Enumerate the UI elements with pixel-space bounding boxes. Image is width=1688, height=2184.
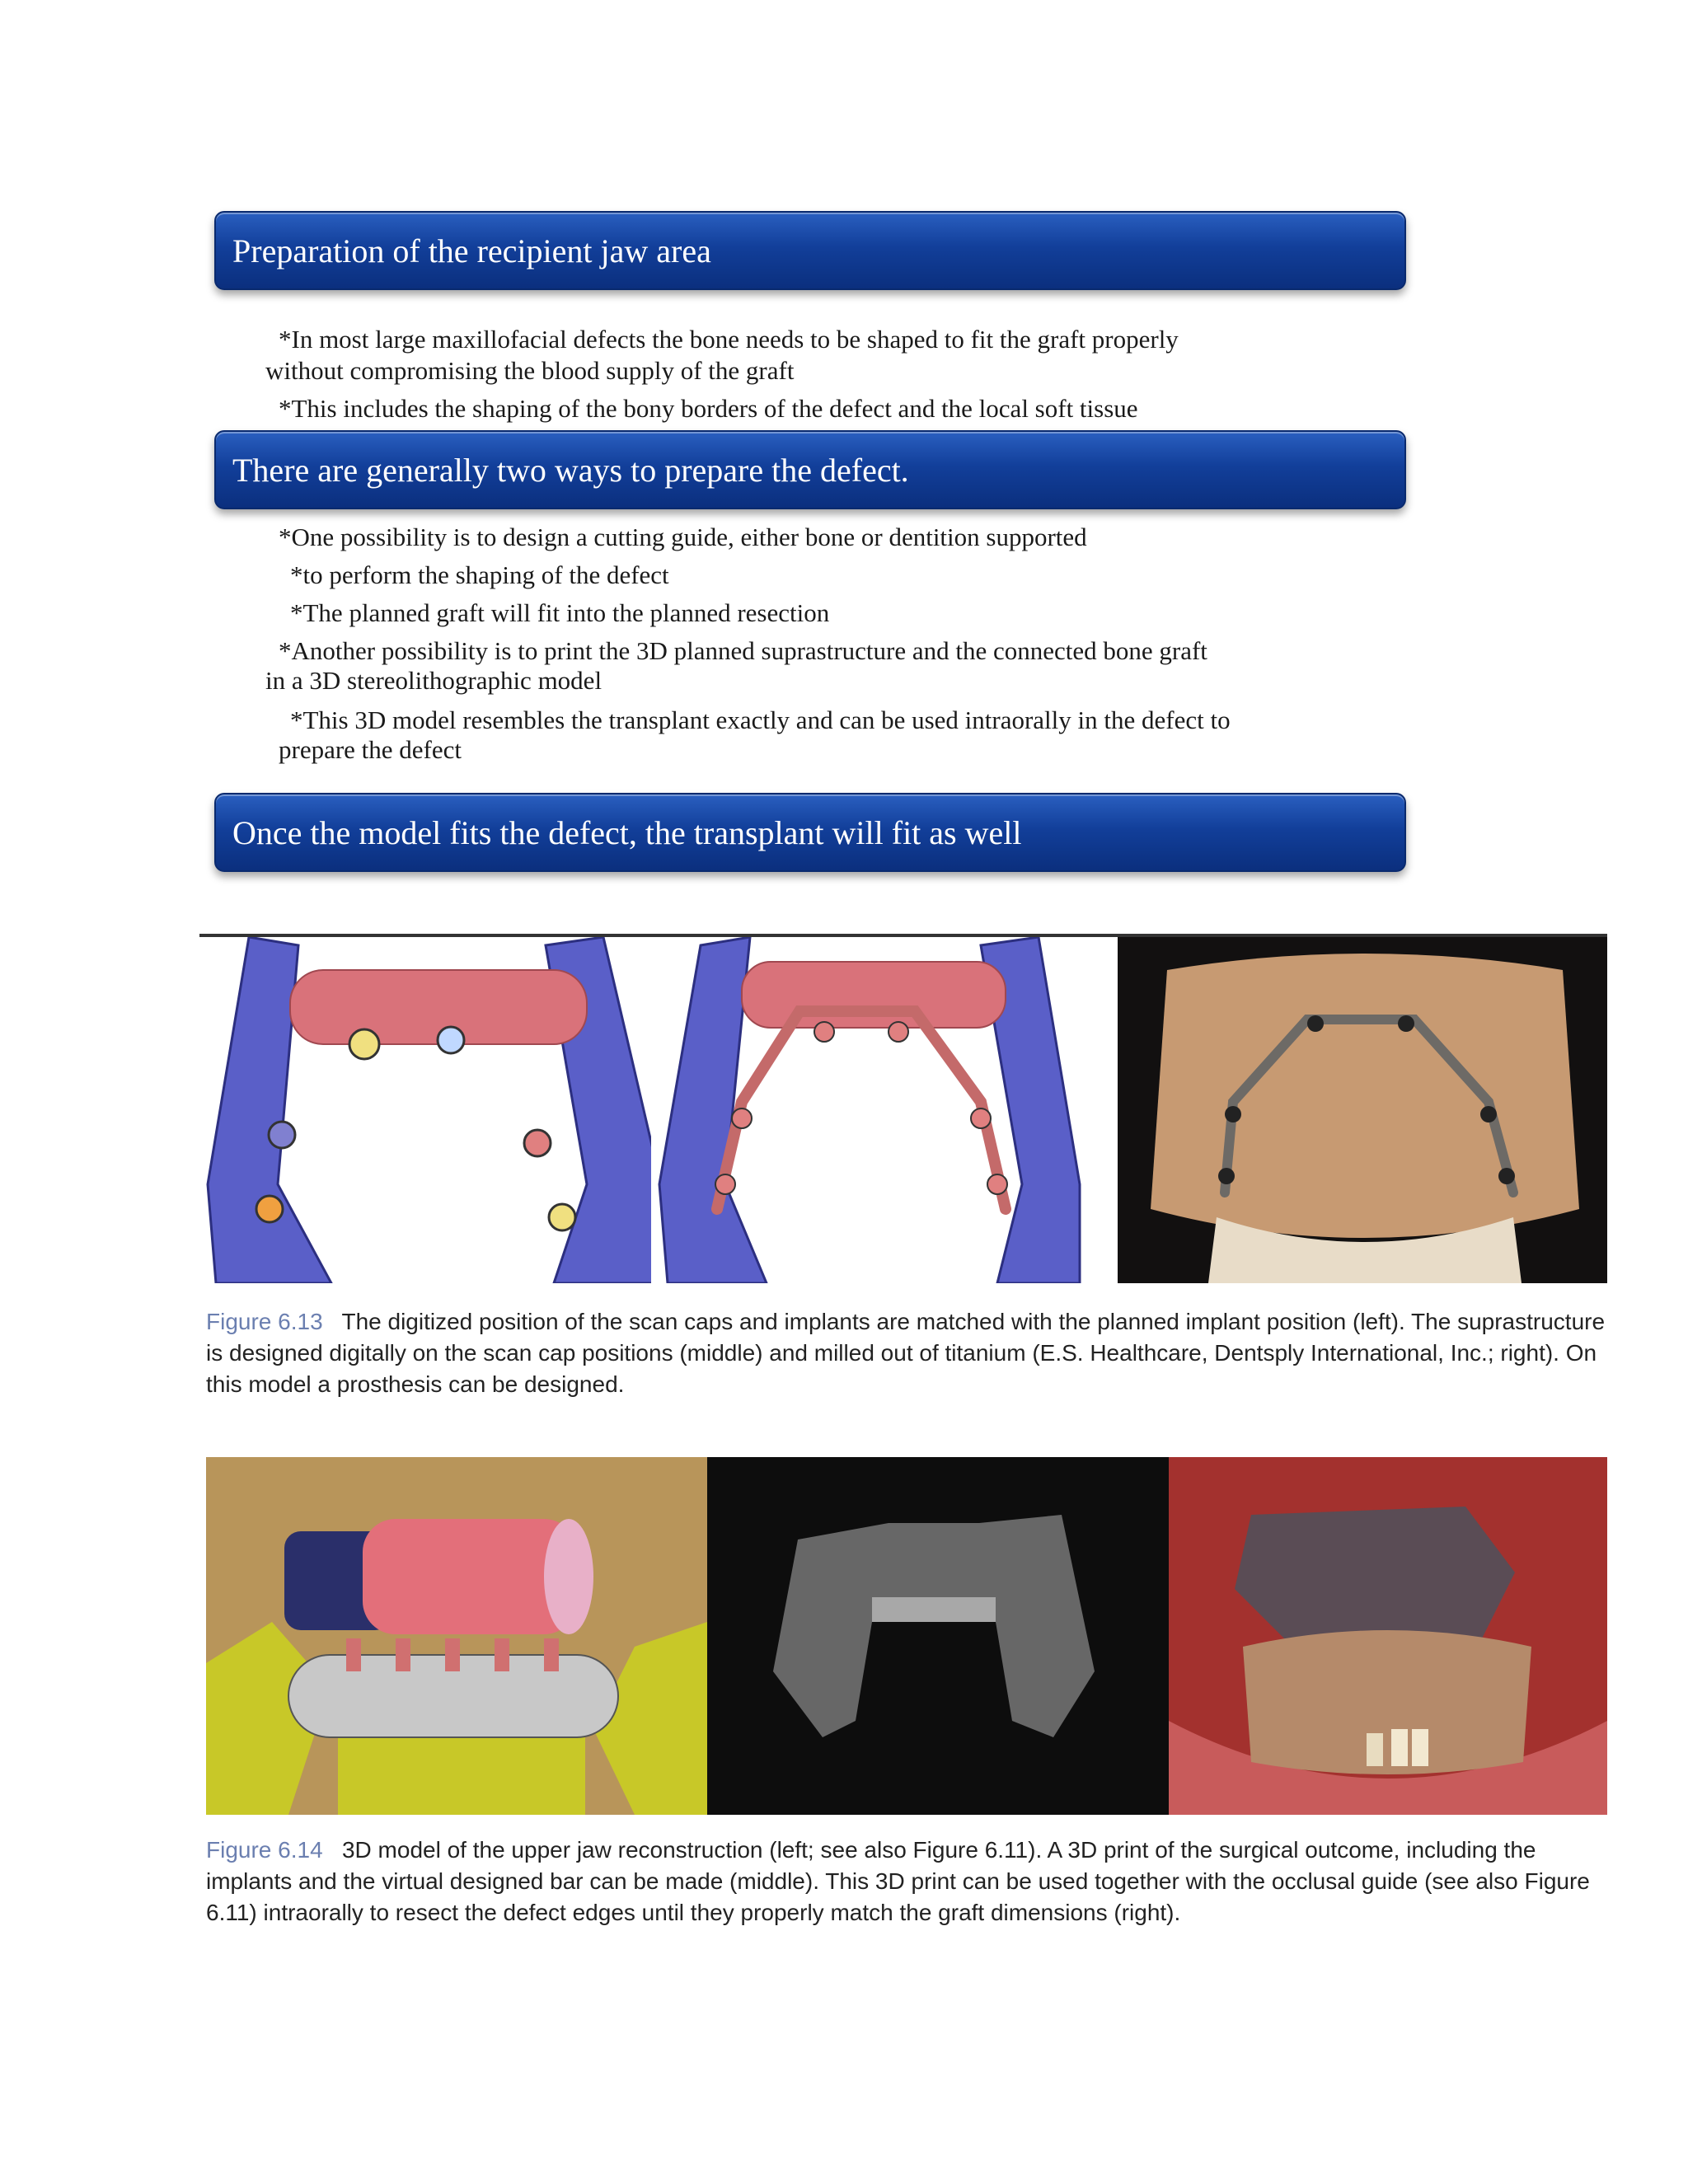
figure-6-14-middle-image	[707, 1457, 1169, 1815]
figure-6-13-middle-image	[651, 937, 1096, 1283]
body-line: in a 3D stereolithographic model	[265, 666, 603, 695]
figure-caption-text: 3D model of the upper jaw reconstruction (left; see also Figure 6.11). A 3D print of the surgical outcome, including the implants and the virtual designed bar can be made (middle). This 3D print can be used together with the occlusal guide (see also Figure 6.11) intraorally to resect the defect edges until they properly match the graft dimensions (right).	[206, 1837, 1590, 1925]
section-banner-recipient-jaw	[214, 211, 1406, 290]
body-line: *In most large maxillofacial defects the bone needs to be shaped to fit the graft properly	[279, 325, 1179, 354]
section-heading: Once the model fits the defect, the transplant will fit as well	[232, 813, 1022, 851]
figure-label: Figure 6.13	[206, 1309, 323, 1334]
figure-label: Figure 6.14	[206, 1837, 323, 1863]
section-banner-two-ways	[214, 430, 1406, 509]
body-line: *to perform the shaping of the defect	[290, 560, 669, 589]
figure-6-14-left-image	[206, 1457, 707, 1815]
figure-6-13-caption	[206, 1306, 1607, 1400]
body-line: without compromising the blood supply of the graft	[265, 356, 795, 385]
figure-6-13-left-image	[199, 937, 694, 1283]
figure-caption-text: The digitized position of the scan caps and implants are matched with the planned implant position (left). The suprastructure is designed digitally on the scan cap positions (middle) and milled out of titanium (E.S. Healthcare, Dentsply International, Inc.; right). On this model a prosthesis can be designed.	[206, 1309, 1606, 1397]
section-heading: There are generally two ways to prepare the defect.	[232, 451, 909, 489]
body-line: *Another possibility is to print the 3D planned suprastructure and the connected bone graft	[279, 636, 1207, 665]
section-banner-model-fits	[214, 793, 1406, 872]
body-line: *One possibility is to design a cutting guide, either bone or dentition supported	[279, 523, 1087, 551]
figure-6-13-right-image	[1118, 937, 1607, 1283]
figure-6-14-caption	[206, 1835, 1607, 1929]
figure-6-14-right-image	[1169, 1457, 1607, 1815]
body-line: *The planned graft will fit into the planned resection	[290, 598, 830, 627]
section-heading: Preparation of the recipient jaw area	[232, 232, 711, 269]
body-line: *This includes the shaping of the bony borders of the defect and the local soft tissue	[279, 394, 1138, 423]
body-line: *This 3D model resembles the transplant exactly and can be used intraorally in the defect to	[290, 705, 1231, 734]
body-line: prepare the defect	[279, 735, 462, 764]
